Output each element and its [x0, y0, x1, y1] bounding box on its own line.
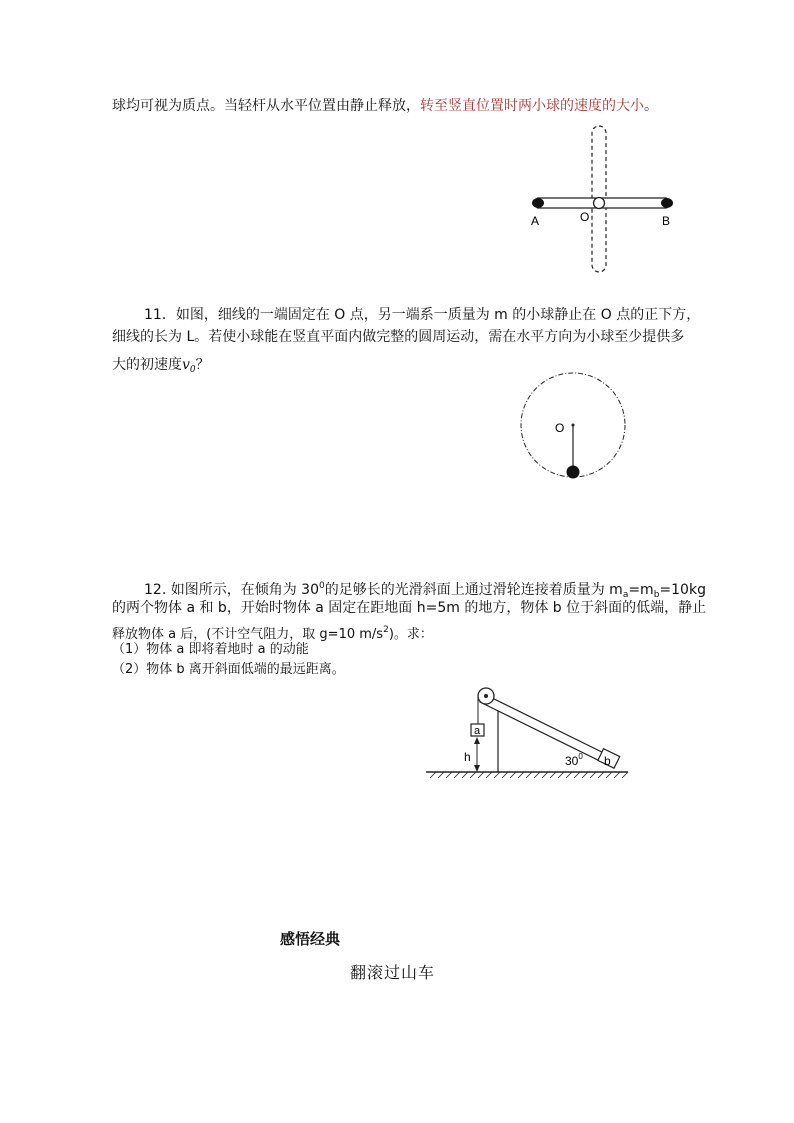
degree-superscript: 0	[318, 581, 325, 591]
ground-hatching	[430, 772, 628, 778]
q10-text-plain: 球均可视为质点。当轻杆从水平位置由静止释放，	[112, 98, 420, 114]
q12-line1-end: =10kg	[659, 582, 706, 598]
q12-item2: （2）物体 b 离开斜面低端的最远距离。	[112, 662, 345, 677]
label-angle: $30^0$	[565, 752, 583, 768]
mass-b-subscript: b	[653, 590, 660, 600]
ball	[567, 466, 580, 479]
q11-line2: 细线的长为 L。若使小球能在竖直平面内做完整的圆周运动，需在水平方向为小球至少提供多	[112, 329, 685, 345]
ball-a	[532, 198, 544, 208]
q12-line1-pre: 12. 如图所示，在倾角为 30	[144, 582, 319, 598]
label-h: h	[464, 750, 471, 764]
units-superscript: 2	[383, 625, 389, 635]
q12-item1: （1）物体 a 即将着地时 a 的动能	[112, 642, 309, 657]
q10-text-highlight: 转至竖直位置时两小球的速度的大小	[420, 98, 644, 114]
pulley-axle	[484, 694, 488, 698]
label-a: a	[474, 725, 481, 737]
q12-line1-mid: 的足够长的光滑斜面上通过滑轮连接着质量为 m	[324, 582, 623, 598]
q11-line3-post: ？	[195, 357, 210, 373]
q11-circle-figure	[515, 370, 635, 490]
pivot-point	[572, 424, 575, 427]
q12-line3-post: )。求：	[388, 627, 433, 642]
q11-line3-pre: 大的初速度	[112, 357, 182, 373]
height-arrow-head-top	[474, 737, 480, 744]
q12-incline-figure	[420, 680, 640, 785]
label-o: O	[555, 421, 565, 435]
label-o: O	[580, 210, 590, 224]
q12-line3-pre: 释放物体 a 后，(不计空气阻力，取 g=10 m/s	[112, 627, 384, 642]
q10-rod-figure	[520, 120, 690, 280]
ball-b	[661, 198, 673, 208]
label-b: b	[604, 754, 611, 768]
section-heading: 感悟经典	[280, 930, 341, 948]
height-arrow-head-bottom	[474, 765, 480, 772]
q10-text-line	[112, 96, 658, 116]
section-subheading: 翻滚过山车	[350, 963, 436, 982]
pivot-o	[594, 198, 605, 209]
velocity-subscript: 0	[189, 365, 196, 375]
velocity-symbol: v	[182, 357, 190, 373]
label-b: B	[662, 214, 671, 228]
incline-plank	[480, 694, 618, 768]
q10-text-end: 。	[644, 98, 658, 114]
q12-eq: =m	[628, 582, 654, 598]
q11-line3	[112, 355, 210, 380]
label-a: A	[531, 214, 540, 228]
q12-line2: 的两个物体 a 和 b，开始时物体 a 固定在距地面 h=5m 的地方，物体 b 位于斜面的低端，静止	[112, 600, 707, 616]
mass-a-subscript: a	[622, 590, 629, 600]
q11-line1: 11．如图，细线的一端固定在 O 点，另一端系一质量为 m 的小球静止在 O 点的正下方，	[144, 307, 701, 323]
